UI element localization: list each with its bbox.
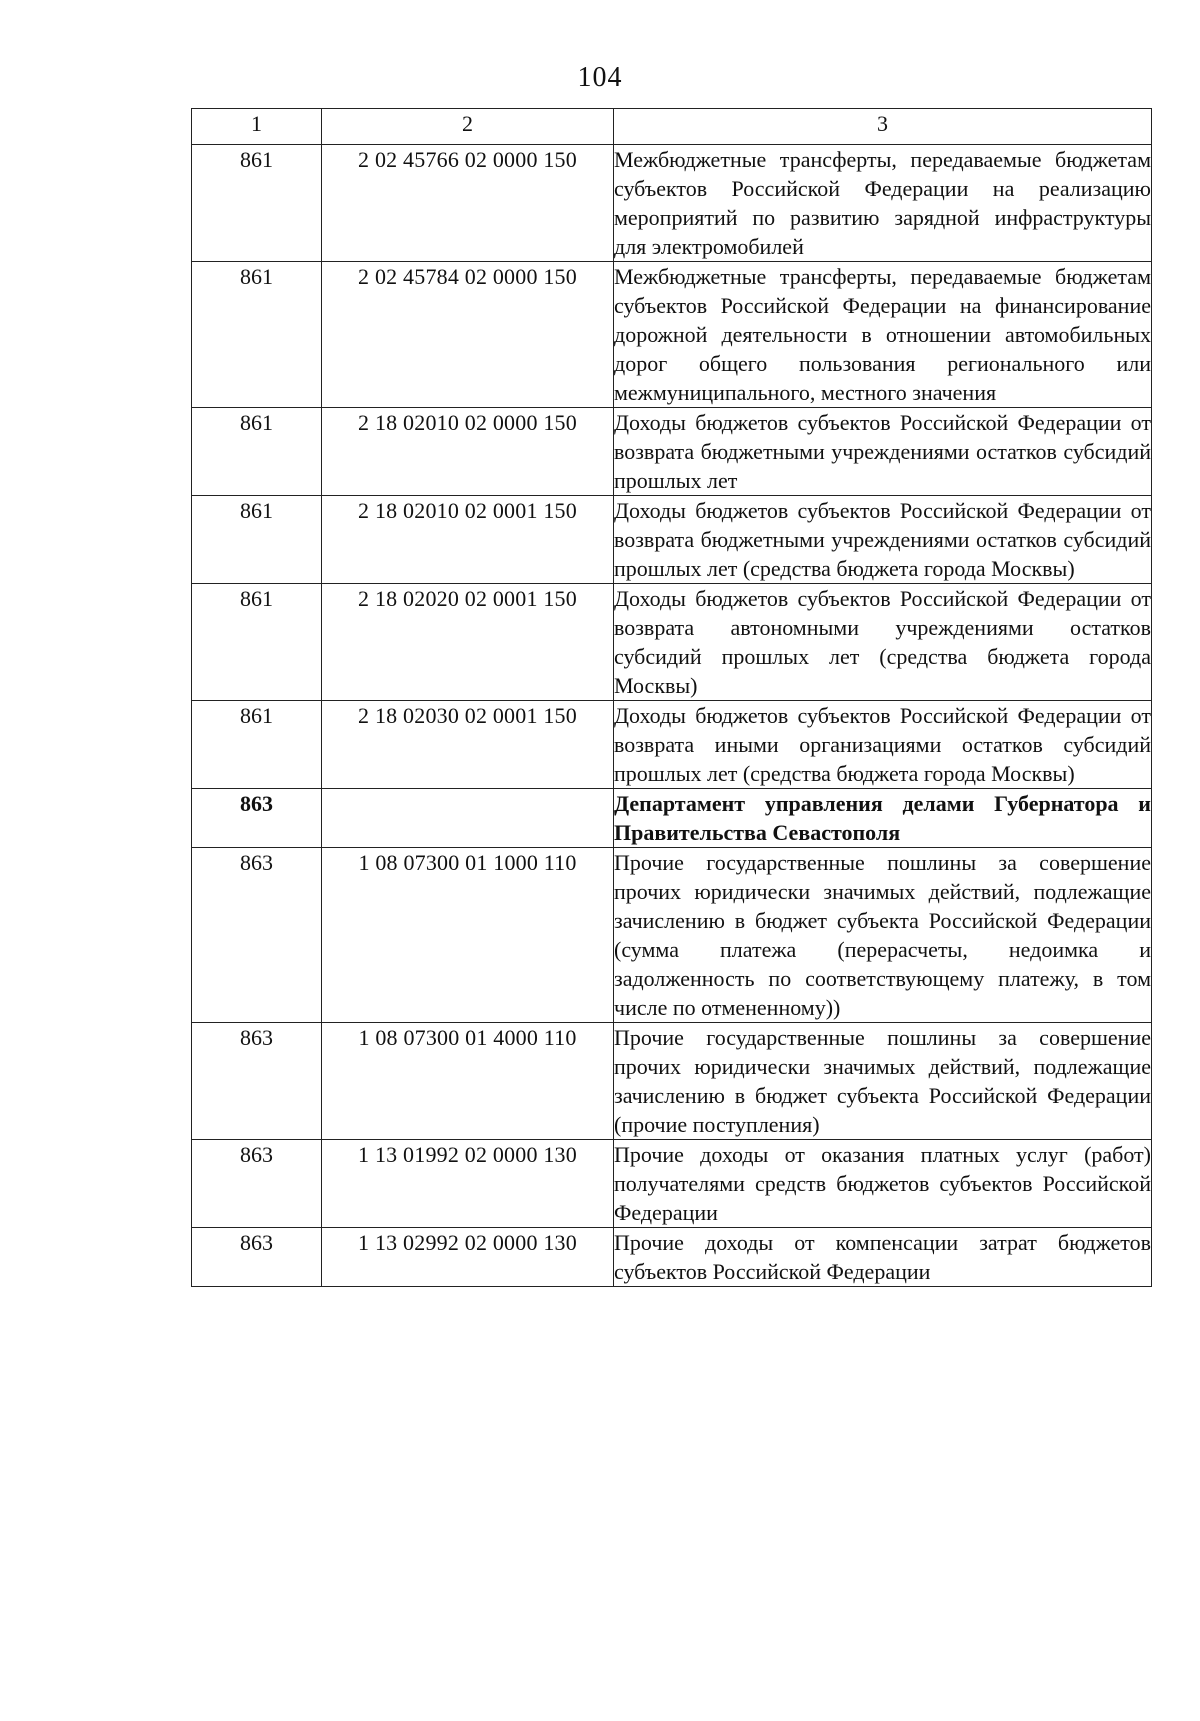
column-header-2: 2 xyxy=(322,109,614,145)
admin-code-cell: 861 xyxy=(192,145,322,262)
table-row xyxy=(192,1023,1152,1140)
budget-revenue-table xyxy=(191,108,1152,1287)
revenue-code-cell: 2 02 45784 02 0000 150 xyxy=(322,262,614,408)
admin-code-cell: 861 xyxy=(192,584,322,701)
admin-code-cell: 861 xyxy=(192,408,322,496)
admin-code-cell: 861 xyxy=(192,496,322,584)
table-row xyxy=(192,145,1152,262)
revenue-code-cell xyxy=(322,789,614,848)
table-row xyxy=(192,1140,1152,1228)
description-cell: Прочие государственные пошлины за совершение прочих юридически значимых действий, подлежащие зачислению в бюджет субъекта Российской Федерации (прочие поступления) xyxy=(614,1023,1152,1140)
revenue-code-cell: 2 18 02030 02 0001 150 xyxy=(322,701,614,789)
admin-code-cell: 863 xyxy=(192,1023,322,1140)
admin-code-cell: 863 xyxy=(192,1140,322,1228)
table-row xyxy=(192,1228,1152,1287)
revenue-code-cell: 2 02 45766 02 0000 150 xyxy=(322,145,614,262)
description-cell: Доходы бюджетов субъектов Российской Федерации от возврата иными организациями остатков субсидий прошлых лет (средства бюджета города Москвы) xyxy=(614,701,1152,789)
table-row xyxy=(192,848,1152,1023)
description-cell: Межбюджетные трансферты, передаваемые бюджетам субъектов Российской Федерации на финансирование дорожной деятельности в отношении автомобильных дорог общего пользования регионального или межмуниципального, местного значения xyxy=(614,262,1152,408)
description-cell: Доходы бюджетов субъектов Российской Федерации от возврата автономными учреждениями остатков субсидий прошлых лет (средства бюджета города Москвы) xyxy=(614,584,1152,701)
column-header-3: 3 xyxy=(614,109,1152,145)
table-row xyxy=(192,262,1152,408)
description-cell: Доходы бюджетов субъектов Российской Федерации от возврата бюджетными учреждениями остатков субсидий прошлых лет (средства бюджета города Москвы) xyxy=(614,496,1152,584)
table-header-row xyxy=(192,109,1152,145)
admin-code-cell: 863 xyxy=(192,789,322,848)
table-row xyxy=(192,584,1152,701)
revenue-code-cell: 1 13 02992 02 0000 130 xyxy=(322,1228,614,1287)
page-number: 104 xyxy=(577,62,623,93)
admin-code-cell: 861 xyxy=(192,701,322,789)
admin-code-cell: 863 xyxy=(192,1228,322,1287)
description-cell: Прочие государственные пошлины за совершение прочих юридически значимых действий, подлежащие зачислению в бюджет субъекта Российской Федерации (сумма платежа (перерасчеты, недоимка и задолженность по соответствующему платежу, в том числе по отмененному)) xyxy=(614,848,1152,1023)
revenue-code-cell: 2 18 02010 02 0001 150 xyxy=(322,496,614,584)
column-header-1: 1 xyxy=(192,109,322,145)
revenue-code-cell: 1 08 07300 01 4000 110 xyxy=(322,1023,614,1140)
table-row xyxy=(192,701,1152,789)
table-row xyxy=(192,408,1152,496)
description-cell: Межбюджетные трансферты, передаваемые бюджетам субъектов Российской Федерации на реализацию мероприятий по развитию зарядной инфраструктуры для электромобилей xyxy=(614,145,1152,262)
table-row xyxy=(192,496,1152,584)
description-cell: Прочие доходы от оказания платных услуг (работ) получателями средств бюджетов субъектов Российской Федерации xyxy=(614,1140,1152,1228)
admin-code-cell: 863 xyxy=(192,848,322,1023)
description-cell: Доходы бюджетов субъектов Российской Федерации от возврата бюджетными учреждениями остатков субсидий прошлых лет xyxy=(614,408,1152,496)
revenue-code-cell: 1 08 07300 01 1000 110 xyxy=(322,848,614,1023)
revenue-code-cell: 1 13 01992 02 0000 130 xyxy=(322,1140,614,1228)
admin-code-cell: 861 xyxy=(192,262,322,408)
revenue-code-cell: 2 18 02020 02 0001 150 xyxy=(322,584,614,701)
description-cell: Департамент управления делами Губернатора и Правительства Севастополя xyxy=(614,789,1152,848)
table-body xyxy=(192,145,1152,1287)
table-row-section-heading xyxy=(192,789,1152,848)
description-cell: Прочие доходы от компенсации затрат бюджетов субъектов Российской Федерации xyxy=(614,1228,1152,1287)
revenue-code-cell: 2 18 02010 02 0000 150 xyxy=(322,408,614,496)
